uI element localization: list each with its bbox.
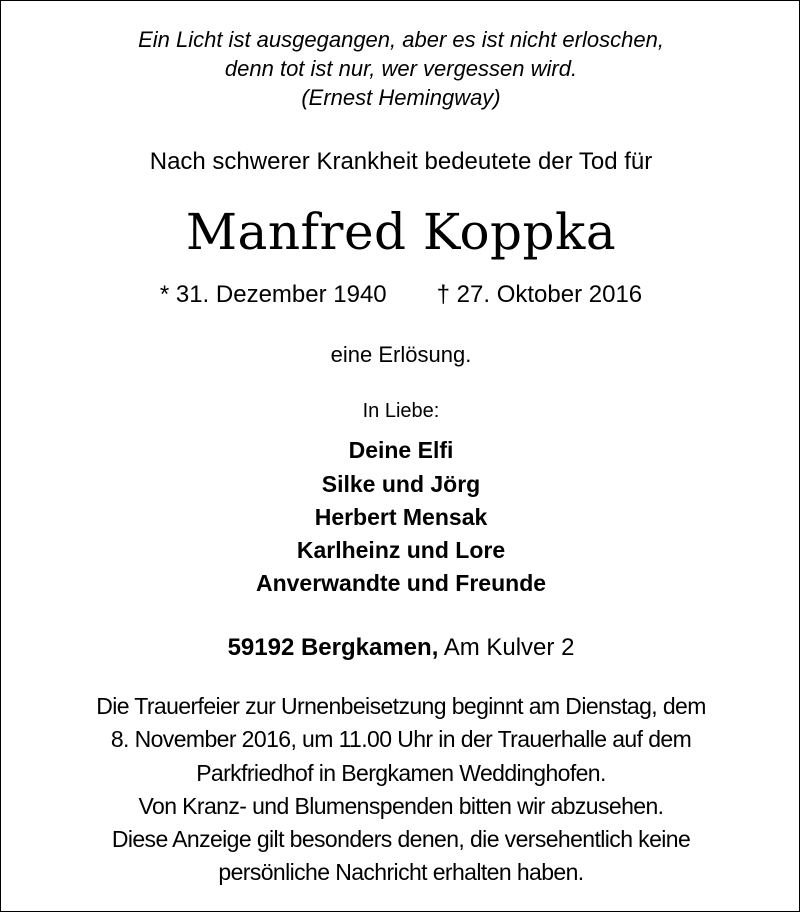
address-city: 59192 Bergkamen, [227,634,439,661]
deceased-name: Manfred Koppka [185,203,617,261]
motto-line-1: Ein Licht ist ausgegangen, aber es ist nicht erloschen, [138,27,664,52]
mourner-line: Karlheinz und Lore [296,537,506,563]
relief-text: eine Erlösung. [330,342,472,367]
intro-text: Nach schwerer Krankheit bedeutete der Tod für [149,148,653,175]
death-date: † 27. Oktober 2016 [436,281,643,308]
notice-line: Die Trauerfeier zur Urnenbeisetzung beginnt am Dienstag, dem [96,693,706,719]
notice-line: Von Kranz- und Blumenspenden bitten wir abzusehen. [138,793,664,819]
notice-line: 8. November 2016, um 11.00 Uhr in der Trauerhalle auf dem [110,726,692,752]
mourner-line: Anverwandte und Freunde [255,570,547,596]
address [1,634,800,662]
notice-line: persönliche Nachricht erhalten haben. [218,859,584,885]
notice-line: Diese Anzeige gilt besonders denen, die versehentlich keine [111,826,691,852]
birth-date: * 31. Dezember 1940 [159,281,387,308]
motto-line-2: denn tot ist nur, wer vergessen wird. [224,56,578,81]
mourner-line: Silke und Jörg [321,471,481,497]
in-love-label: In Liebe: [362,400,440,422]
motto-author: (Ernest Hemingway) [301,85,501,110]
notice-line: Parkfriedhof in Bergkamen Weddinghofen. [196,760,606,786]
mourner-line: Herbert Mensak [314,504,488,530]
life-dates [1,281,800,309]
mourner-line: Deine Elfi [348,437,454,463]
address-street: Am Kulver 2 [443,634,575,661]
